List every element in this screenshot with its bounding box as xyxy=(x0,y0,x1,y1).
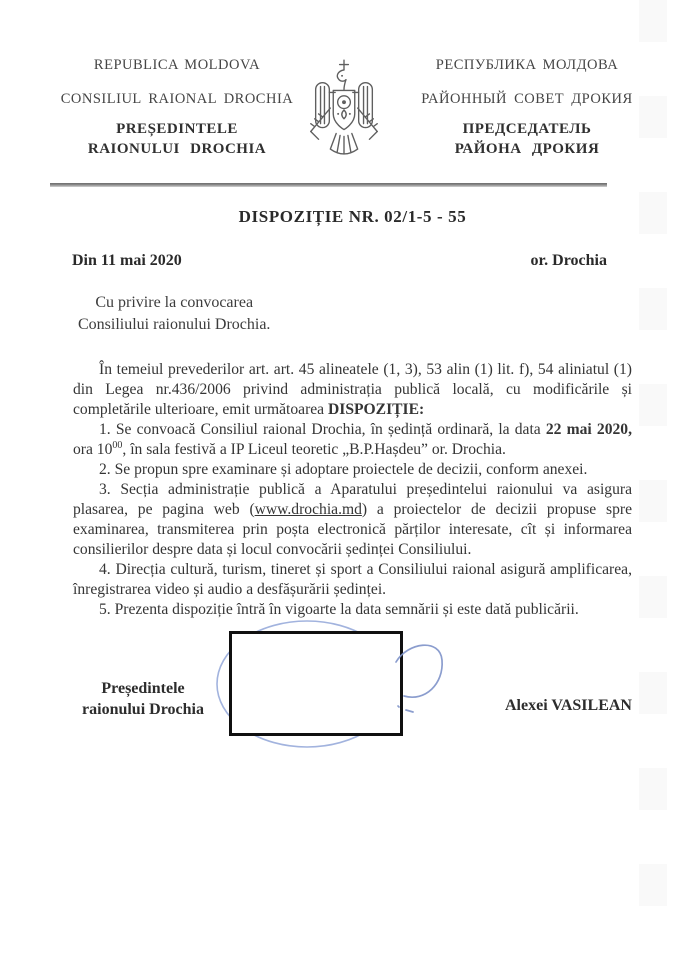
letterhead-left-council: CONSILIUL RAIONAL DROCHIA xyxy=(60,91,294,107)
dateline xyxy=(72,252,607,270)
document-body xyxy=(73,360,632,620)
document-date: Din 11 mai 2020 xyxy=(72,252,182,269)
body-paragraph: 2. Se propun spre examinare și adoptare proiectele de decizii, conform anexei. xyxy=(99,461,588,478)
letterhead-right-country: РЕСПУБЛИКА МОЛДОВА xyxy=(435,57,619,73)
document-title: DISPOZIȚIE NR. 02/1-5 - 55 xyxy=(238,207,467,226)
body-paragraph: 1. Se convoacă Consiliul raional Drochia, în ședință ordinară, la data 22 mai 2020, ora $10^{00}$, în sala festivă a IP Liceul teoretic „B.P.Hașdeu” or. Drochia. xyxy=(73,421,632,458)
signer-name: Alexei VASILEAN xyxy=(505,697,632,714)
subject-line: Cu privire la convocarea xyxy=(95,294,254,311)
letterhead-right xyxy=(396,57,658,159)
body-paragraph: 5. Prezenta dispoziție întră în vigoarte la data semnării și este dată publicării. xyxy=(99,601,579,618)
letterhead-right-office: ПРЕДСЕДАТЕЛЬ РАЙОНА ДРОКИЯ xyxy=(454,121,600,157)
body-paragraph: 3. Secția administrație publică a Aparatului președintelui raionului va asigura plasarea, pe pagina web (www.drochia.md) a proiectelor de decizii propuse spre examinarea, transmiterea prin poșta electronică părților interesate, cît și informarea consilierilor despre data și locul convocării ședinței Consiliului. xyxy=(73,481,632,558)
subject-line: Consiliului raionului Drochia. xyxy=(78,315,271,333)
letterhead-right-council: РАЙОННЫЙ СОВЕТ ДРОКИЯ xyxy=(421,91,633,107)
letterhead-left-office: PREȘEDINTELE RAIONULUI DROCHIA xyxy=(87,121,267,157)
letterhead-left-country: REPUBLICA MOLDOVA xyxy=(93,57,261,73)
handwritten-signature xyxy=(394,636,452,724)
letterhead-left xyxy=(48,57,306,159)
document-place: or. Drochia xyxy=(530,252,607,269)
signer-title: Președintele raionului Drochia xyxy=(82,680,204,718)
moldova-coat-of-arms-icon xyxy=(301,56,387,164)
subject-block xyxy=(78,292,270,335)
redaction-box xyxy=(229,631,403,736)
header-divider xyxy=(50,183,607,187)
body-paragraph: 4. Direcția cultură, turism, tineret și sport a Consiliului raional asigură amplificarea, înregistrarea video și audio a desfășurării ședinței. xyxy=(73,561,632,598)
body-paragraph: În temeiul prevederilor art. art. 45 alineatele (1, 3), 53 alin (1) lit. f), 54 aliniatul (1) din Legea nr.436/2006 privind administrația publică locală, cu modificările și completările ulterioare, emit următoarea DISPOZIȚIE: xyxy=(73,361,632,418)
